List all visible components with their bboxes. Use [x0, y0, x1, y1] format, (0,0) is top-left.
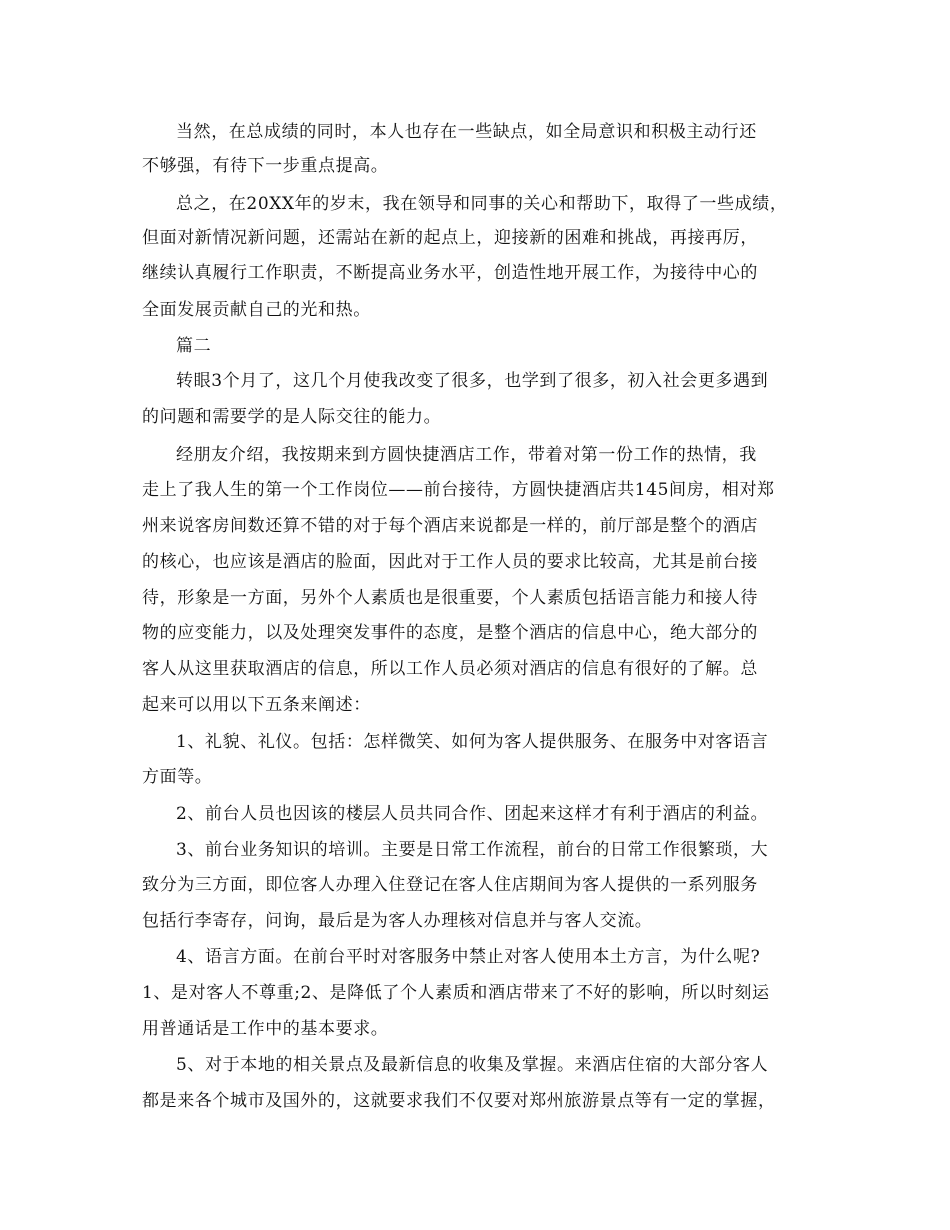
paragraph-line: 走上了我人生的第一个工作岗位——前台接待，方圆快捷酒店共145间房，相对郑	[142, 480, 775, 500]
list-item-line: 2、前台人员也因该的楼层人员共同合作、团起来这样才有利于酒店的利益。	[176, 804, 769, 824]
list-item-line: 4、语言方面。在前台平时对客服务中禁止对客人使用本土方言，为什么呢?	[176, 947, 761, 967]
paragraph-line: 待，形象是一方面，另外个人素质也是很重要，个人素质包括语言能力和接人待	[142, 588, 758, 608]
list-item-line: 方面等。	[142, 767, 213, 787]
list-item-line: 1、礼貌、礼仪。包括：怎样微笑、如何为客人提供服务、在服务中对客语言	[176, 732, 769, 752]
list-item-line: 1、是对客人不尊重;2、是降低了个人素质和酒店带来了不好的影响，所以时刻运	[142, 983, 770, 1003]
paragraph-line: 客人从这里获取酒店的信息，所以工作人员必须对酒店的信息有很好的了解。总	[142, 659, 758, 679]
paragraph-line: 全面发展贡献自己的光和热。	[142, 300, 371, 320]
list-item-line: 都是来各个城市及国外的，这就要求我们不仅要对郑州旅游景点等有一定的掌握，	[142, 1091, 776, 1111]
paragraph-line: 继续认真履行工作职责，不断提高业务水平，创造性地开展工作，为接待中心的	[142, 263, 758, 283]
paragraph-line: 经朋友介绍，我按期来到方圆快捷酒店工作，带着对第一份工作的热情，我	[176, 445, 757, 465]
paragraph-line: 州来说客房间数还算不错的对于每个酒店来说都是一样的，前厅部是整个的酒店	[142, 516, 758, 536]
section-heading: 篇二	[176, 336, 212, 356]
list-item-line: 5、对于本地的相关景点及最新信息的收集及掌握。来酒店住宿的大部分客人	[176, 1055, 769, 1075]
paragraph-line: 起来可以用以下五条来阐述：	[142, 695, 371, 715]
list-item-line: 用普通话是工作中的基本要求。	[142, 1019, 389, 1039]
list-item-line: 3、前台业务知识的培训。主要是日常工作流程，前台的日常工作很繁琐，大	[176, 840, 769, 860]
paragraph-line: 不够强，有待下一步重点提高。	[142, 156, 389, 176]
paragraph-line: 当然，在总成绩的同时，本人也存在一些缺点，如全局意识和积极主动行还	[176, 122, 757, 142]
paragraph-line: 总之，在20XX年的岁末，我在领导和同事的关心和帮助下，取得了一些成绩，	[176, 194, 788, 214]
paragraph-line: 转眼3个月了，这几个月使我改变了很多，也学到了很多，初入社会更多遇到	[176, 371, 769, 391]
paragraph-line: 物的应变能力，以及处理突发事件的态度，是整个酒店的信息中心，绝大部分的	[142, 623, 758, 643]
paragraph-line: 的核心，也应该是酒店的脸面，因此对于工作人员的要求比较高，尤其是前台接	[142, 552, 758, 572]
list-item-line: 致分为三方面，即位客人办理入住登记在客人住店期间为客人提供的一系列服务	[142, 875, 758, 895]
paragraph-line: 但面对新情况新问题，还需站在新的起点上，迎接新的困难和挑战，再接再厉，	[142, 228, 758, 248]
list-item-line: 包括行李寄存，问询，最后是为客人办理核对信息并与客人交流。	[142, 911, 653, 931]
paragraph-line: 的问题和需要学的是人际交往的能力。	[142, 407, 442, 427]
